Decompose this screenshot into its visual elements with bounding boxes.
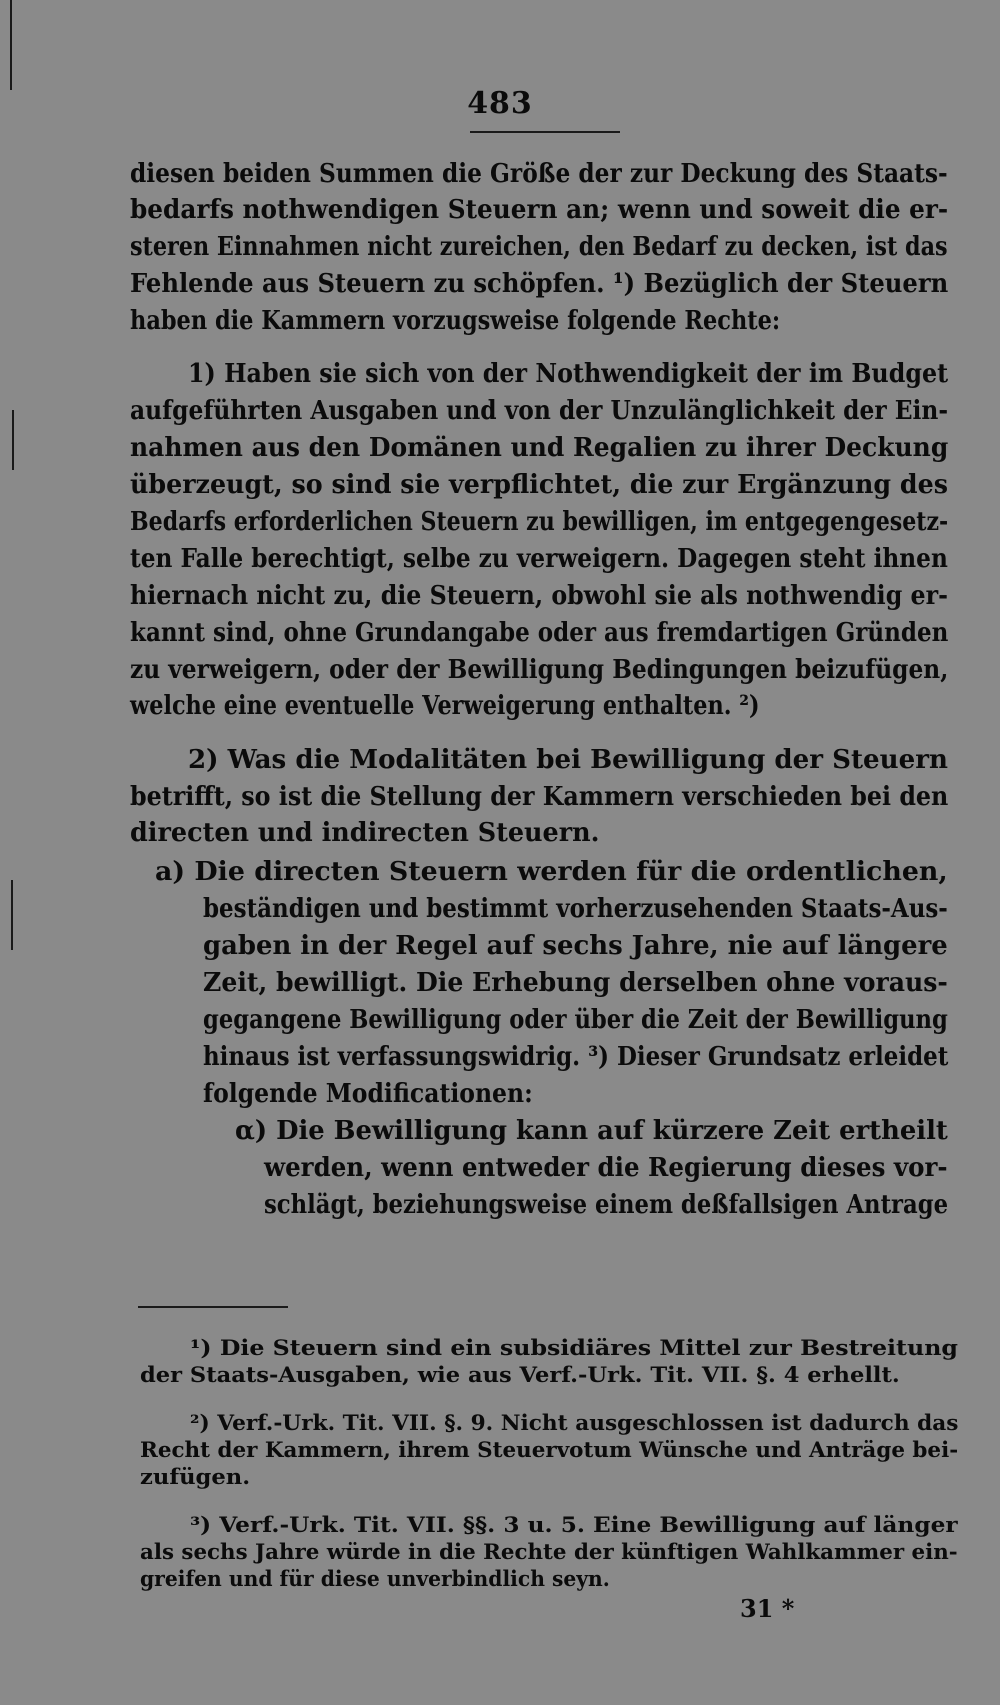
text-line: Bedarfs erforderlichen Steuern zu bewilligen, im entgegengesetz- <box>130 507 949 537</box>
footnote-line: ¹) Die Steuern sind ein subsidiäres Mittel zur Bestreitung <box>190 1335 958 1360</box>
text-line: α) Die Bewilligung kann auf kürzere Zeit ertheilt <box>235 1116 948 1146</box>
text-line: a) Die directen Steuern werden für die ordentlichen, <box>155 857 948 887</box>
footnote-rule <box>138 1306 288 1308</box>
text-line: hinaus ist verfassungswidrig. ³) Dieser Grundsatz erleidet <box>203 1042 949 1072</box>
scan-edge-mark <box>12 410 14 470</box>
text-line: nahmen aus den Domänen und Regalien zu ihrer Deckung <box>130 433 949 463</box>
text-line: beständigen und bestimmt vorherzusehenden Staats-Aus- <box>203 894 948 924</box>
text-line: zu verweigern, oder der Bewilligung Bedingungen beizufügen, <box>130 655 949 685</box>
text-line: gaben in der Regel auf sechs Jahre, nie auf längere <box>203 931 948 961</box>
text-line: haben die Kammern vorzugsweise folgende Rechte: <box>130 306 781 336</box>
text-line: directen und indirecten Steuern. <box>130 818 600 848</box>
text-line: diesen beiden Summen die Größe der zur Deckung des Staats- <box>130 159 948 189</box>
text-line: aufgeführten Ausgaben und von der Unzulänglichkeit der Ein- <box>130 396 949 426</box>
text-line: folgende Modificationen: <box>203 1079 533 1109</box>
text-line: betrifft, so ist die Stellung der Kammern verschieden bei den <box>130 782 949 812</box>
footnote-line: als sechs Jahre würde in die Rechte der künftigen Wahlkammer ein- <box>140 1539 958 1564</box>
text-line: welche eine eventuelle Verweigerung enthalten. ²) <box>130 691 760 721</box>
footnote-line: der Staats-Ausgaben, wie aus Verf.-Urk. Tit. VII. §. 4 erhellt. <box>140 1362 900 1387</box>
text-line: kannt sind, ohne Grundangabe oder aus fremdartigen Gründen <box>130 618 949 648</box>
footnote-line: greifen und für diese unverbindlich seyn. <box>140 1566 610 1591</box>
footnote-line: ²) Verf.-Urk. Tit. VII. §. 9. Nicht ausgeschlossen ist dadurch das <box>190 1410 959 1435</box>
text-line: ten Falle berechtigt, selbe zu verweigern. Dagegen steht ihnen <box>130 544 948 574</box>
text-line: werden, wenn entweder die Regierung dieses vor- <box>264 1153 948 1183</box>
text-line: 2) Was die Modalitäten bei Bewilligung der Steuern <box>188 745 948 775</box>
text-line: 1) Haben sie sich von der Nothwendigkeit der im Budget <box>188 359 949 389</box>
text-line: Fehlende aus Steuern zu schöpfen. ¹) Bezüglich der Steuern <box>130 269 949 299</box>
text-line: schlägt, beziehungsweise einem deßfallsigen Antrage <box>264 1190 949 1220</box>
footnote-line: Recht der Kammern, ihrem Steuervotum Wünsche und Anträge bei- <box>140 1437 959 1462</box>
scan-edge-mark <box>11 880 13 950</box>
text-line: bedarfs nothwendigen Steuern an; wenn und soweit die er- <box>130 195 949 225</box>
scan-edge-mark <box>10 0 12 90</box>
text-line: überzeugt, so sind sie verpflichtet, die zur Ergänzung des <box>130 470 948 500</box>
text-line: gegangene Bewilligung oder über die Zeit der Bewilligung <box>203 1005 948 1035</box>
text-line: Zeit, bewilligt. Die Erhebung derselben ohne voraus- <box>203 968 948 998</box>
text-line: hiernach nicht zu, die Steuern, obwohl sie als nothwendig er- <box>130 581 948 611</box>
header-rule <box>470 131 620 133</box>
page-number: 483 <box>467 86 533 121</box>
footnote-line: zufügen. <box>140 1464 251 1489</box>
footnote-line: ³) Verf.-Urk. Tit. VII. §§. 3 u. 5. Eine Bewilligung auf länger <box>190 1512 958 1537</box>
text-line: steren Einnahmen nicht zureichen, den Bedarf zu decken, ist das <box>130 232 948 262</box>
printer-signature: 31 * <box>740 1594 795 1623</box>
